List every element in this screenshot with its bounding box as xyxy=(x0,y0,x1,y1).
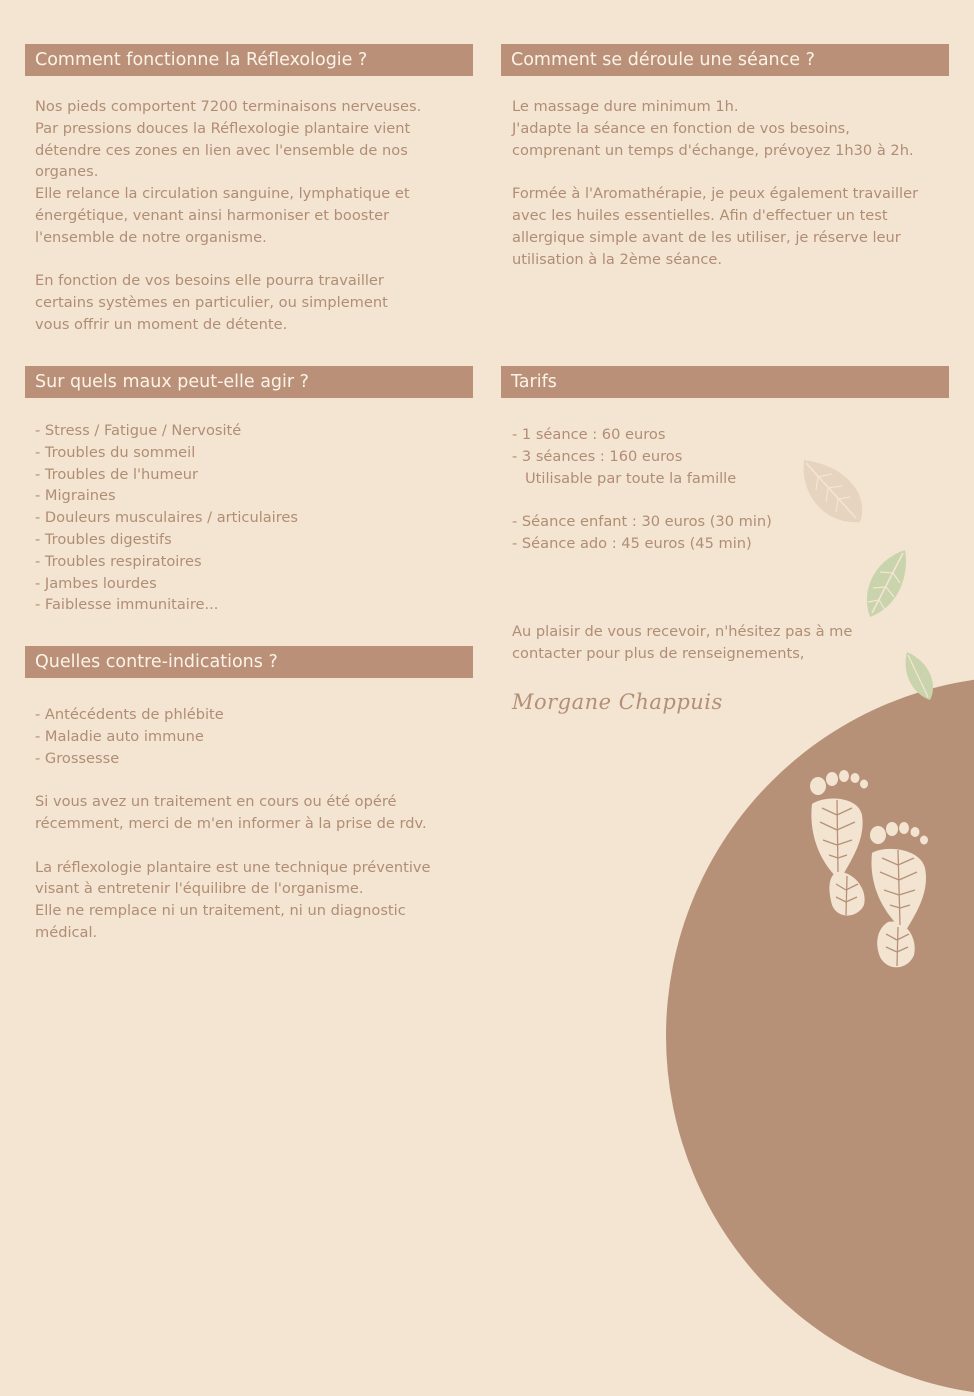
text-line: Nos pieds comportent 7200 terminaisons nerveuses. xyxy=(35,98,422,115)
list-item: - Maladie auto immune xyxy=(35,727,204,745)
price-note: Utilisable par toute la famille xyxy=(525,469,737,487)
section-body-contre-indications xyxy=(35,704,431,944)
list-item: - Troubles de l'humeur xyxy=(35,465,198,483)
price-item: - 1 séance : 60 euros xyxy=(512,426,666,443)
text-line: contacter pour plus de renseignements, xyxy=(512,644,805,662)
list-item: - Douleurs musculaires / articulaires xyxy=(35,509,299,527)
text-line: La réflexologie plantaire est une technique préventive xyxy=(35,858,431,876)
section-header-contre-indications xyxy=(25,646,473,678)
text-line: récemment, merci de m'en informer à la prise de rdv. xyxy=(35,814,427,832)
text-line: comprenant un temps d'échange, prévoyez 1h30 à 2h. xyxy=(512,141,914,159)
text-line: allergique simple avant de les utiliser, je réserve leur xyxy=(512,228,901,246)
section-title: Tarifs xyxy=(511,372,557,392)
section-title: Comment se déroule une séance ? xyxy=(511,50,815,70)
leaf-beige-icon xyxy=(804,460,863,522)
section-title: Sur quels maux peut-elle agir ? xyxy=(35,372,309,392)
text-line: Le massage dure minimum 1h. xyxy=(512,98,739,115)
text-line: détendre ces zones en lien avec l'ensemble de nos xyxy=(35,141,408,159)
text-line: Elle relance la circulation sanguine, lymphatique et xyxy=(35,185,410,203)
text-line: avec les huiles essentielles. Afin d'effectuer un test xyxy=(512,206,888,224)
text-line: certains systèmes en particulier, ou simplement xyxy=(35,294,388,312)
text-line: visant à entretenir l'équilibre de l'organisme. xyxy=(35,880,364,898)
section-title: Comment fonctionne la Réflexologie ? xyxy=(35,50,368,70)
text-line: organes. xyxy=(35,163,99,181)
text-line: l'ensemble de notre organisme. xyxy=(35,228,267,246)
maux-list xyxy=(35,420,298,616)
price-item: - Séance ado : 45 euros (45 min) xyxy=(512,534,752,552)
section-header-tarifs xyxy=(501,366,949,398)
tarifs-list xyxy=(512,424,772,555)
text-line: vous offrir un moment de détente. xyxy=(35,315,288,333)
decorative-circle xyxy=(666,676,974,1396)
text-line: Au plaisir de vous recevoir, n'hésitez pas à me xyxy=(512,623,853,640)
closing-message xyxy=(512,621,852,665)
section-title: Quelles contre-indications ? xyxy=(35,652,278,672)
text-line: Par pressions douces la Réflexologie plantaire vient xyxy=(35,119,411,137)
signature: Morgane Chappuis xyxy=(512,690,723,714)
section-body-reflexologie xyxy=(35,96,421,336)
section-header-seance xyxy=(501,44,949,76)
list-item: - Jambes lourdes xyxy=(35,574,157,592)
text-line: En fonction de vos besoins elle pourra travailler xyxy=(35,272,384,290)
text-line: Formée à l'Aromathérapie, je peux également travailler xyxy=(512,185,919,203)
price-item: - 3 séances : 160 euros xyxy=(512,447,683,465)
leaf-green-icon xyxy=(867,550,906,617)
section-header-maux xyxy=(25,366,473,398)
text-line: Si vous avez un traitement en cours ou été opéré xyxy=(35,793,397,811)
list-item: - Troubles digestifs xyxy=(35,530,172,548)
price-item: - Séance enfant : 30 euros (30 min) xyxy=(512,513,772,531)
list-item: - Faiblesse immunitaire... xyxy=(35,596,219,614)
list-item: - Troubles du sommeil xyxy=(35,443,196,461)
section-header-reflexologie xyxy=(25,44,473,76)
section-body-seance xyxy=(512,96,918,270)
text-line: utilisation à la 2ème séance. xyxy=(512,250,723,268)
list-item: - Migraines xyxy=(35,487,116,505)
text-line: énergétique, venant ainsi harmoniser et booster xyxy=(35,206,390,224)
text-line: J'adapte la séance en fonction de vos besoins, xyxy=(512,119,850,137)
text-line: médical. xyxy=(35,923,98,941)
text-line: Elle ne remplace ni un traitement, ni un diagnostic xyxy=(35,902,406,920)
list-item: - Stress / Fatigue / Nervosité xyxy=(35,422,242,439)
list-item: - Troubles respiratoires xyxy=(35,552,202,570)
list-item: - Antécédents de phlébite xyxy=(35,706,224,723)
list-item: - Grossesse xyxy=(35,749,120,767)
